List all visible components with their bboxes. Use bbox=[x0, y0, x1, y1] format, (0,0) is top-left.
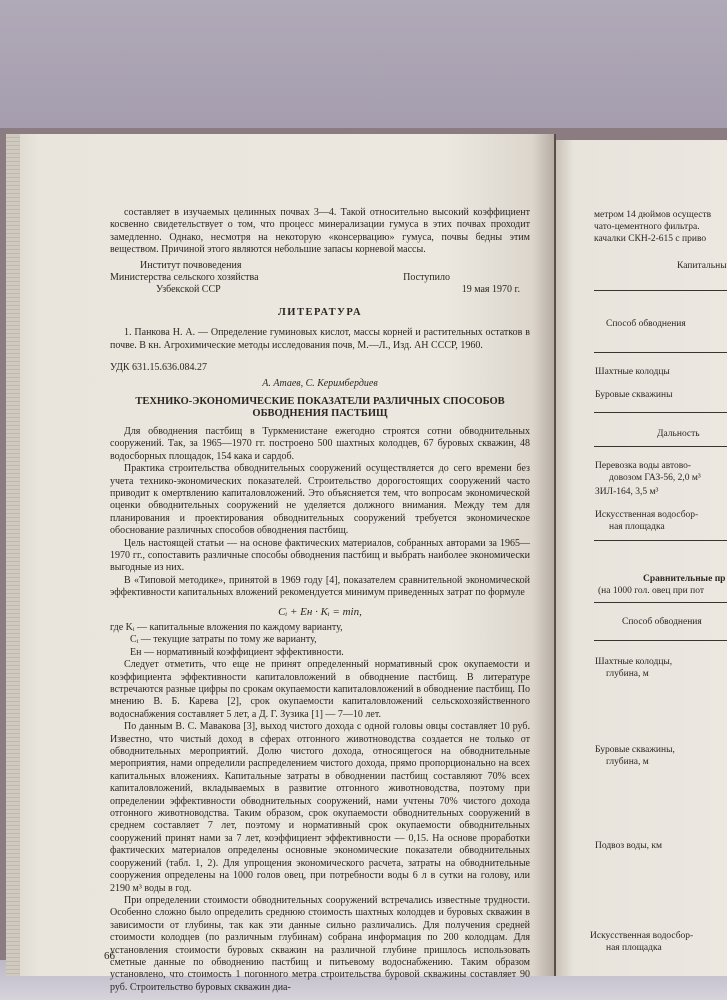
catchment-line-2: ная площадка bbox=[609, 522, 665, 532]
institution-line-3: Узбекской ССР bbox=[156, 284, 221, 296]
transport-line-1: Перевозка воды автово- bbox=[595, 461, 692, 471]
table1-row-bore: Буровые скважины bbox=[595, 390, 673, 400]
definition-3: Eн — нормативный коэффициент эффективности. bbox=[130, 646, 344, 658]
received-label: Поступило bbox=[403, 272, 450, 284]
formula: Cᵢ + Eн · Kᵢ = min, bbox=[278, 605, 362, 618]
right-line-3: качалки СКН-2-615 с приво bbox=[594, 234, 707, 244]
table2-row-shaft-2: глубина, м bbox=[606, 669, 649, 679]
table1-rule-bottom bbox=[594, 540, 727, 541]
institution-line-2: Министерства сельского хозяйства bbox=[110, 272, 259, 284]
paragraph-3: Цель настоящей статьи — на основе фактических материалов, собранных авторами за 1965—1970 гг., сопоставить различные способы обводнения пастбищ и выбрать наиболее экономически выгодные из них. bbox=[110, 537, 530, 574]
table1-heading: Капитальны bbox=[677, 261, 727, 271]
right-line-2: чато-цементного фильтра. bbox=[594, 222, 700, 232]
literature-heading: ЛИТЕРАТУРА bbox=[277, 306, 363, 318]
reference-1: 1. Панкова Н. А. — Определение гуминовых кислот, массы корней и растительных остатков в почве. В кн. Агрохимические методы исследования почв, М.—Л., Изд. АН СССР, 1960. bbox=[110, 327, 530, 351]
table2-rule-header bbox=[594, 640, 727, 641]
institution-row-3 bbox=[110, 284, 530, 296]
definition-1: где Kᵢ — капитальные вложения по каждому варианту, bbox=[110, 621, 343, 633]
paragraph-7: При определении стоимости обводнительных сооружений встречались известные трудности. Особенно сложно было определить среднюю стоимость шахтных колодцев и буровых скважин в зависимости от глубины, так как эти данные сильно различались. Для получения средней стоимости колодцев (по различным глубинам) собрана информация по 200 колодцам. Для установления стоимости буровых скважин на различной глубине пришлось использовать сметные данные по обводнению пастбищ и питьевому водоснабжению. Таким образом установлено, что стоимость 1 погонного метра строительства буровой скважины составляет 90 руб. Строительство буровых скважин диа- bbox=[110, 894, 530, 993]
table2-row-bore-1: Буровые скважины, bbox=[595, 745, 675, 755]
received-date: 19 мая 1970 г. bbox=[461, 284, 520, 296]
table2-row-bore-2: глубина, м bbox=[606, 757, 649, 767]
background-top bbox=[0, 0, 727, 140]
paragraph-1: Для обводнения пастбищ в Туркменистане ежегодно строятся сотни обводнительных сооружений. Так, за 1965—1970 гг. построено 500 шахтных колодцев, 67 буровых скважин, 48 водосборных площадок, 154 кака и сардоб. bbox=[110, 425, 530, 462]
institution-line-1: Институт почвоведения bbox=[140, 259, 242, 271]
table2-col-method: Способ обводнения bbox=[622, 617, 702, 627]
paragraph-6: По данным В. С. Мавакова [3], выход чистого дохода с одной головы овцы составляет 10 руб. Известно, что чистый доход в сферах отгонного животноводства создается не только от обводнительных мероприятий. Долю чистого дохода, относящегося на обводнительные мероприятия, нами определили распределением чистого дохода, прямо пропорционально на всех капитальных вложениях. Капитальные затраты в обводнении пастбищ составляют 70% всех капиталовложений, вкладываемых в развитие отгонного животноводства, поэтому при определении эффективности обводнительных сооружений, нами учтены 70% чистого дохода отгонного животноводства. Таким образом, срок окупаемости обводнительных сооружений в среднем составляет 7 лет, поэтому и нормативный срок окупаемости обводнительных сооружений принят нами за 7 лет, коэффициент эффективности — 0,15. На основе проработки фактических материалов определены основные экономические показатели обводнительных сооружений (табл. 1, 2). Для упрощения экономического расчета, затраты на обводнительные сооружения определены на 1000 голов овец, при потребности воды 6 л в сутки на голову, или 2190 м³ воды в год. bbox=[110, 721, 530, 894]
article-title-line-2: ОБВОДНЕНИЯ ПАСТБИЩ bbox=[252, 407, 388, 419]
table1-rule-mid2 bbox=[594, 446, 727, 447]
paragraph-2: Практика строительства обводнительных сооружений осуществляется до сего времени без учета технико-экономических показателей. Строительство дорогостоящих сооружений часто приводит к омертвлению капиталовложений. Это объясняется тем, что вопросам экономической оценки обводнительных сооружений не уделяется должного внимания. Между тем для планирования и проектирования обводнительных сооружений требуется экономическое обоснование различных способов обводнения пастбищ. bbox=[110, 463, 530, 537]
page-edge bbox=[6, 134, 20, 976]
table2-row-supply: Подвоз воды, км bbox=[595, 841, 662, 851]
catchment-line-1: Искусственная водосбор- bbox=[595, 510, 699, 520]
udc-code: УДК 631.15.636.084.27 bbox=[110, 362, 208, 374]
paragraph-4: В «Типовой методике», принятой в 1969 году [4], показателем сравнительной экономической эффективности капитальных вложений рекомендуется минимум приведенных затрат по формуле bbox=[110, 574, 530, 599]
table2-row-catch-1: Искусственная водосбор- bbox=[590, 931, 694, 941]
paragraph-5: Следует отметить, что еще не принят определенный нормативный срок окупаемости и коэффициента эффективности капиталовложений в обводнение пастбищ. В литературе встречаются разные цифры по срокам окупаемости капиталовложений в обводнение пастбищ. По мнению В. Б. Карева [2], срок окупаемости капиталовложений сельскохозяйственного водоснабжения составляет 5 лет, а Д. Г. Зузика [1] — 7—10 лет. bbox=[110, 659, 530, 720]
table1-rule-mid bbox=[594, 412, 727, 413]
intro-paragraph: составляет в изучаемых целинных почвах 3—4. Такой относительно высокий коэффициент косвенно свидетельствует о том, что процесс минерализации гумуса в этих почвах проходит замедленно. Однако, несмотря на некоторую «консервацию» гумуса, почвы бедны этим веществом. Причиной этого являются небольшие запасы корневой массы. bbox=[110, 207, 530, 256]
institution-row-2 bbox=[110, 272, 530, 284]
page-number: 66 bbox=[104, 950, 115, 962]
transport-line-3: ЗИЛ-164, 3,5 м³ bbox=[595, 487, 659, 497]
table1-rule-top bbox=[594, 290, 727, 291]
right-line-1: метром 14 дюймов осуществ bbox=[594, 210, 712, 220]
table2-rule-top bbox=[594, 602, 727, 603]
table1-rule-header bbox=[594, 352, 727, 353]
transport-line-2: довозом ГАЗ-56, 2,0 м³ bbox=[609, 473, 701, 483]
table2-heading: Сравнительные пр bbox=[643, 574, 726, 584]
distance-heading: Дальность bbox=[657, 429, 700, 439]
table1-row-shaft: Шахтные колодцы bbox=[595, 367, 670, 377]
definition-2: Cᵢ — текущие затраты по тому же варианту, bbox=[130, 634, 317, 646]
affiliation-block bbox=[110, 260, 530, 297]
authors: А. Атаев, С. Керимбердиев bbox=[262, 378, 378, 390]
article-title-line-1: ТЕХНИКО-ЭКОНОМИЧЕСКИЕ ПОКАЗАТЕЛИ РАЗЛИЧНЫХ СПОСОБОВ bbox=[135, 395, 505, 407]
table2-row-catch-2: ная площадка bbox=[606, 943, 662, 953]
left-page-text bbox=[110, 207, 530, 994]
table2-row-shaft-1: Шахтные колодцы, bbox=[595, 657, 673, 667]
table2-subheading: (на 1000 гол. овец при пот bbox=[598, 586, 704, 596]
table1-col-method: Способ обводнения bbox=[606, 319, 686, 329]
